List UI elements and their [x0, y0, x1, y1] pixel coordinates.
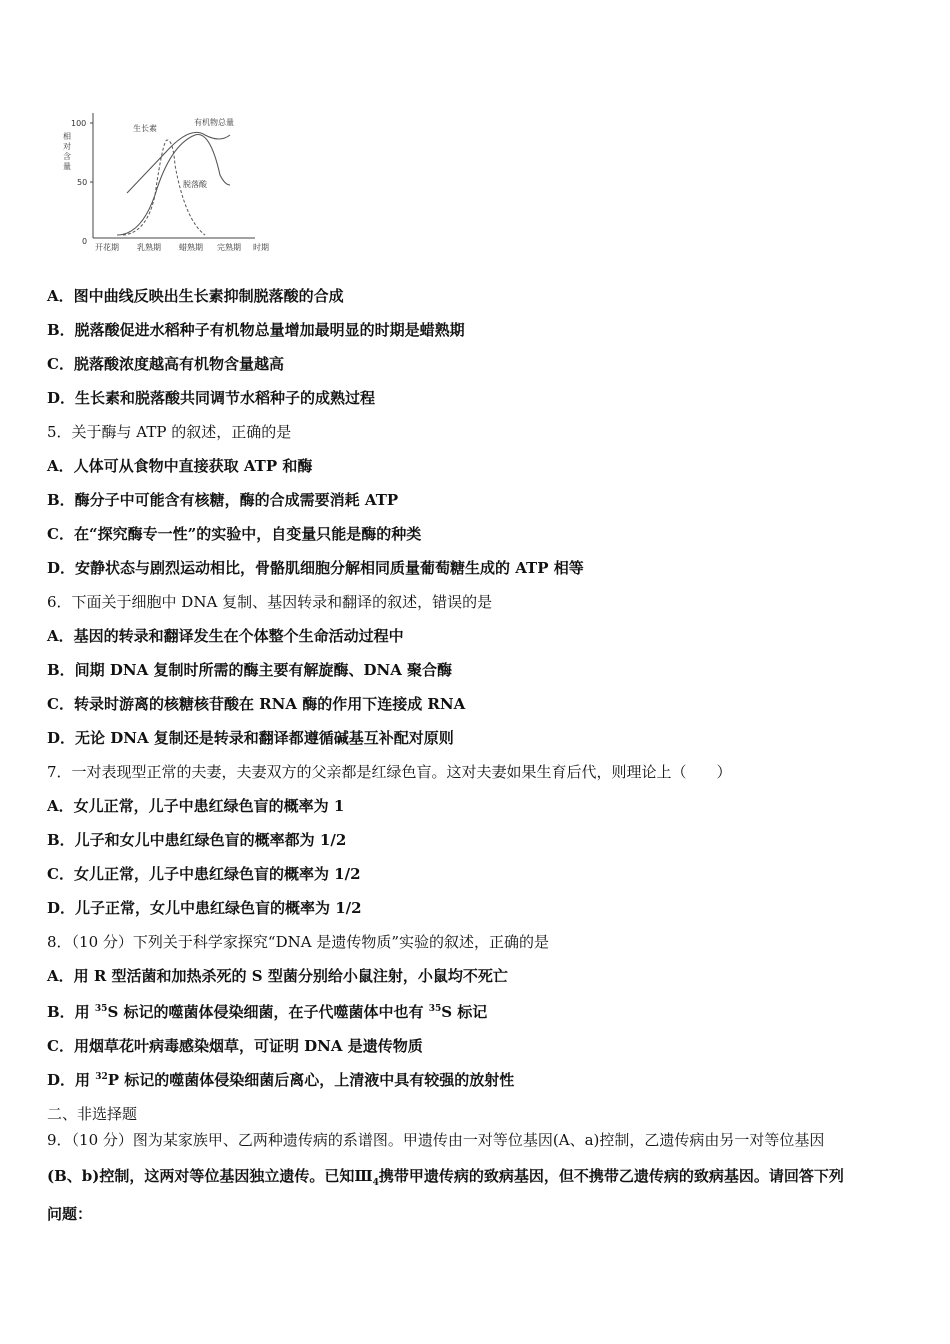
line-q8a: A．用 R 型活菌和加热杀死的 S 型菌分别给小鼠注射，小鼠均不死亡 — [47, 967, 508, 985]
line-q6: 6．下面关于细胞中 DNA 复制、基因转录和翻译的叙述，错误的是 — [47, 593, 493, 611]
q8-option-c: C．用烟草花叶病毒感染烟草，可证明 DNA 是遗传物质 — [47, 1037, 423, 1055]
line-q4d: D．生长素和脱落酸共同调节水稻种子的成熟过程 — [47, 389, 376, 407]
line-q7a: A．女儿正常，儿子中患红绿色盲的概率为 1 — [47, 797, 345, 815]
line-q6d: D．无论 DNA 复制还是转录和翻译都遵循碱基互补配对原则 — [47, 729, 454, 747]
y-axis-label-char: 量 — [63, 162, 71, 171]
aba-label: 脱落酸 — [183, 180, 207, 189]
line-q6c: C．转录时游离的核糖核苷酸在 RNA 酶的作用下连接成 RNA — [47, 695, 466, 713]
auxin-label: 生长素 — [133, 124, 157, 133]
x-tick-label: 乳熟期 — [137, 243, 161, 252]
chart-text — [63, 117, 269, 252]
q8-option-d: D．用 $^{32}$P 标记的噬菌体侵染细菌后离心，上清液中具有较强的放射性 — [47, 1071, 515, 1089]
x-tick-label: 完熟期 — [217, 243, 241, 252]
line-q4b: B．脱落酸促进水稻种子有机物总量增加最明显的时期是蜡熟期 — [47, 321, 465, 339]
x-tick-label: 蜡熟期 — [179, 243, 203, 252]
line-q4c: C．脱落酸浓度越高有机物含量越高 — [47, 355, 284, 373]
line-q5c: C．在“探究酶专一性”的实验中，自变量只能是酶的种类 — [47, 525, 422, 543]
line-q5a: A．人体可从食物中直接获取 ATP 和酶 — [47, 457, 313, 475]
q9-line-1: 9．（10 分）图为某家族甲、乙两种遗传病的系谱图。甲遗传由一对等位基因(A、a)控制，乙遗传病由另一对等位基因 — [47, 1131, 825, 1149]
organic-total-curve — [127, 132, 230, 193]
y-axis-label-char: 含 — [63, 152, 71, 161]
x-axis-label: 时期 — [253, 243, 269, 252]
q9-line-2: (B、b)控制，这两对等位基因独立遗传。已知$Ⅲ_4$携带甲遗传病的致病基因，但不携带乙遗传病的致病基因。请回答下列 — [47, 1167, 844, 1188]
line-q7: 7．一对表现型正常的夫妻，夫妻双方的父亲都是红绿色盲。这对夫妻如果生育后代，则理论上（ ） — [47, 763, 732, 781]
q8-option-b: B．用 $^{35}$S 标记的噬菌体侵染细菌，在子代噬菌体中也有 $^{35}$S 标记 — [47, 1003, 488, 1021]
hormone-chart — [55, 105, 290, 255]
y-axis-label-char: 相 — [63, 132, 71, 141]
line-q5: 5．关于酶与 ATP 的叙述，正确的是 — [47, 423, 292, 441]
y-tick-label-50: 50 — [77, 178, 88, 187]
line-q7c: C．女儿正常，儿子中患红绿色盲的概率为 1/2 — [47, 865, 361, 883]
y-axis-label-char: 对 — [63, 142, 71, 151]
aba-curve — [117, 135, 230, 236]
line-q7d: D．儿子正常，女儿中患红绿色盲的概率为 1/2 — [47, 899, 362, 917]
x-tick-label: 开花期 — [95, 243, 119, 252]
line-q5d: D．安静状态与剧烈运动相比，骨骼肌细胞分解相同质量葡萄糖生成的 ATP 相等 — [47, 559, 584, 577]
y-tick-label-0: 0 — [82, 237, 88, 246]
line-q4a: A．图中曲线反映出生长素抑制脱落酸的合成 — [47, 287, 344, 305]
organic-label: 有机物总量 — [194, 118, 234, 127]
line-q5b: B．酶分子中可能含有核糖，酶的合成需要消耗 ATP — [47, 491, 399, 509]
line-q6b: B．间期 DNA 复制时所需的酶主要有解旋酶、DNA 聚合酶 — [47, 661, 453, 679]
line-q8: 8．（10 分）下列关于科学家探究“DNA 是遗传物质”实验的叙述，正确的是 — [47, 933, 549, 951]
section-heading: 二、非选择题 — [47, 1105, 138, 1123]
chart-curves — [117, 132, 230, 235]
chart-axes — [90, 113, 255, 238]
line-q7b: B．儿子和女儿中患红绿色盲的概率都为 1/2 — [47, 831, 347, 849]
line-q6a: A．基因的转录和翻译发生在个体整个生命活动过程中 — [47, 627, 404, 645]
q9-line-3: 问题： — [47, 1205, 93, 1223]
y-tick-label-100: 100 — [71, 119, 87, 128]
